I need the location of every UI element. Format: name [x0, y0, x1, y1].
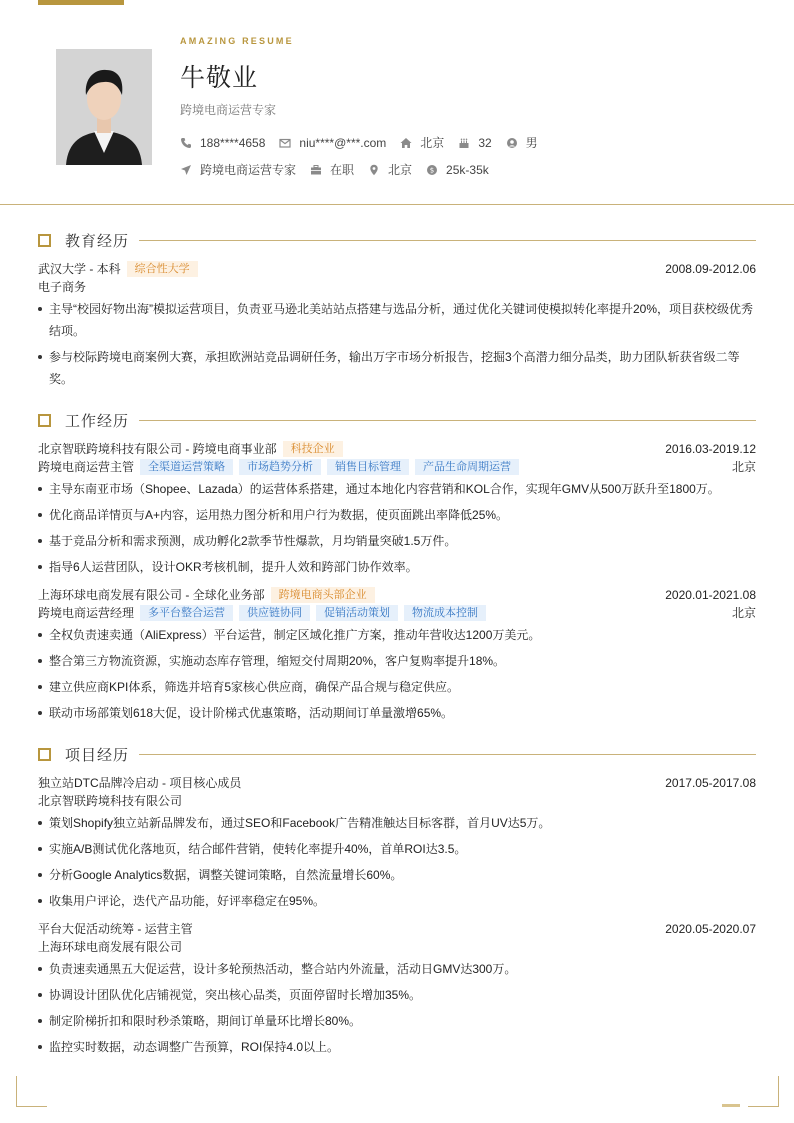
target-position-info	[180, 161, 296, 178]
section-square-icon	[38, 414, 51, 427]
list-item: 参与校际跨境电商案例大赛，承担欧洲站竞品调研任务，输出万字市场分析报告，挖掘3个高潜力细分品类，助力团队斩获省级二等奖。	[38, 346, 756, 390]
project-name-role: 独立站DTC品牌冷启动 - 项目核心成员	[38, 776, 242, 790]
entry-left	[38, 458, 519, 476]
svg-text:$: $	[429, 166, 435, 175]
work-city: 北京	[731, 606, 756, 620]
bullet-list	[38, 958, 756, 1058]
footer-mark	[722, 1104, 740, 1107]
entry-header	[38, 440, 756, 458]
status-text: 在职	[330, 163, 355, 177]
bullet-list	[38, 298, 756, 390]
skill-tag: 产品生命周期运营	[415, 459, 519, 475]
work-entry	[38, 586, 756, 724]
location-text: 北京	[420, 136, 445, 150]
project-entry	[38, 774, 756, 912]
candidate-title: 跨境电商运营专家	[180, 103, 277, 117]
profile-photo	[56, 49, 152, 165]
projects-section	[38, 742, 756, 1058]
role-row	[38, 458, 756, 476]
section-title: 项目经历	[65, 746, 130, 764]
salary-info	[426, 163, 489, 177]
section-rule	[139, 420, 756, 421]
user-icon	[506, 137, 518, 149]
list-item: 建立供应商KPI体系，筛选并培育5家核心供应商，确保产品合规与稳定供应。	[38, 676, 756, 698]
project-company: 北京智联跨境科技有限公司	[38, 794, 183, 808]
work-section	[38, 408, 756, 724]
project-period: 2020.05-2020.07	[665, 922, 756, 936]
project-company: 上海环球电商发展有限公司	[38, 940, 183, 954]
cake-icon	[458, 137, 470, 149]
list-item: 监控实时数据，动态调整广告预算，ROI保持4.0以上。	[38, 1036, 756, 1058]
skill-tag: 供应链协同	[239, 605, 310, 621]
target-city-text: 北京	[388, 163, 413, 177]
target-position-text: 跨境电商运营专家	[200, 163, 297, 177]
major: 电子商务	[38, 280, 87, 294]
section-header	[38, 228, 756, 252]
education-period: 2008.09-2012.06	[665, 262, 756, 276]
skill-tag: 全渠道运营策略	[140, 459, 233, 475]
list-item: 主导东南亚市场（Shopee、Lazada）的运营体系搭建，通过本地化内容营销和KOL合作，实现年GMV从500万跃升至1800万。	[38, 478, 756, 500]
education-entry	[38, 260, 756, 390]
skill-tag: 物流成本控制	[404, 605, 486, 621]
email-info	[279, 136, 386, 150]
section-square-icon	[38, 234, 51, 247]
entry-left	[38, 260, 198, 278]
map-pin-icon	[368, 164, 380, 176]
candidate-name: 牛敬业	[180, 64, 259, 92]
entry-header	[38, 586, 756, 604]
send-icon	[180, 164, 192, 176]
job-role: 跨境电商运营经理	[38, 606, 135, 620]
entry-left	[38, 440, 343, 458]
phone-icon	[180, 137, 192, 149]
list-item: 指导6人运营团队，设计OKR考核机制，提升人效和跨部门协作效率。	[38, 556, 756, 578]
corner-decoration-right	[748, 1076, 779, 1107]
company-department: 上海环球电商发展有限公司 - 全球化业务部	[38, 588, 265, 602]
project-company-row	[38, 792, 756, 810]
skill-tag: 销售目标管理	[327, 459, 409, 475]
email-text: niu****@***.com	[299, 135, 387, 150]
entry-header	[38, 260, 756, 278]
list-item: 协调设计团队优化店铺视觉，突出核心品类，页面停留时长增加35%。	[38, 984, 756, 1006]
work-period: 2020.01-2021.08	[665, 588, 756, 602]
school-degree: 武汉大学 - 本科	[38, 262, 121, 276]
skill-tag: 多平台整合运营	[140, 605, 233, 621]
home-icon	[400, 137, 412, 149]
list-item: 分析Google Analytics数据，调整关键词策略，自然流量增长60%。	[38, 864, 756, 886]
gender-info	[506, 134, 538, 151]
job-intent-row	[180, 161, 503, 178]
bullet-list	[38, 812, 756, 912]
major-row	[38, 278, 756, 296]
age-info	[458, 136, 491, 150]
contact-info-row	[180, 134, 552, 151]
list-item: 基于竞品分析和需求预测，成功孵化2款季节性爆款，月均销量突破1.5万件。	[38, 530, 756, 552]
skill-tag: 促销活动策划	[316, 605, 398, 621]
company-department: 北京智联跨境科技有限公司 - 跨境电商事业部	[38, 442, 277, 456]
list-item: 联动市场部策划618大促，设计阶梯式优惠策略，活动期间订单量激增65%。	[38, 702, 756, 724]
list-item: 整合第三方物流资源，实施动态库存管理，缩短交付周期20%，客户复购率提升18%。	[38, 650, 756, 672]
list-item: 优化商品详情页与A+内容，运用热力图分析和用户行为数据，使页面跳出率降低25%。	[38, 504, 756, 526]
header-divider	[0, 204, 794, 205]
section-title: 工作经历	[65, 412, 130, 430]
work-city: 北京	[731, 460, 756, 474]
list-item: 收集用户评论，迭代产品功能，好评率稳定在95%。	[38, 890, 756, 912]
list-item: 策划Shopify独立站新品牌发布，通过SEO和Facebook广告精准触达目标客群，首月UV达5万。	[38, 812, 756, 834]
work-entry	[38, 440, 756, 578]
list-item: 实施A/B测试优化落地页，结合邮件营销，使转化率提升40%，首单ROI达3.5。	[38, 838, 756, 860]
resume-body	[38, 228, 756, 1076]
entry-header	[38, 774, 756, 792]
phone-text: 188****4658	[200, 135, 266, 150]
project-period: 2017.05-2017.08	[665, 776, 756, 790]
location-info	[400, 134, 444, 151]
skill-tag: 市场趋势分析	[239, 459, 321, 475]
salary-text: 25k-35k	[446, 162, 489, 177]
target-city-info	[368, 161, 412, 178]
section-square-icon	[38, 748, 51, 761]
company-tag: 跨境电商头部企业	[271, 587, 375, 603]
company-tag: 科技企业	[283, 441, 343, 457]
list-item: 负责速卖通黑五大促运营，设计多轮预热活动，整合站内外流量，活动日GMV达300万。	[38, 958, 756, 980]
bullet-list	[38, 624, 756, 724]
resume-tagline: AMAZING RESUME	[180, 36, 294, 46]
section-title: 教育经历	[65, 232, 130, 250]
entry-left	[38, 604, 486, 622]
top-accent-bar	[38, 0, 124, 5]
entry-left	[38, 586, 375, 604]
corner-decoration-left	[16, 1076, 47, 1107]
entry-header	[38, 920, 756, 938]
project-entry	[38, 920, 756, 1058]
status-info	[310, 161, 354, 178]
project-company-row	[38, 938, 756, 956]
project-name-role: 平台大促活动统筹 - 运营主管	[38, 922, 193, 936]
list-item: 制定阶梯折扣和限时秒杀策略，期间订单量环比增长80%。	[38, 1010, 756, 1032]
phone-info	[180, 136, 265, 150]
section-rule	[139, 240, 756, 241]
briefcase-icon	[310, 164, 322, 176]
email-icon	[279, 137, 291, 149]
gender-text: 男	[525, 136, 538, 150]
role-row	[38, 604, 756, 622]
education-section	[38, 228, 756, 390]
section-header	[38, 742, 756, 766]
bullet-list	[38, 478, 756, 578]
work-period: 2016.03-2019.12	[665, 442, 756, 456]
list-item: 全权负责速卖通（AliExpress）平台运营，制定区域化推广方案，推动年营收达1200万美元。	[38, 624, 756, 646]
section-rule	[139, 754, 756, 755]
money-icon	[426, 164, 438, 176]
school-tag: 综合性大学	[127, 261, 198, 277]
job-role: 跨境电商运营主管	[38, 460, 135, 474]
age-text: 32	[478, 135, 492, 150]
section-header	[38, 408, 756, 432]
list-item: 主导“校园好物出海”模拟运营项目，负责亚马逊北美站站点搭建与选品分析，通过优化关键词使模拟转化率提升20%，项目获校级优秀结项。	[38, 298, 756, 342]
